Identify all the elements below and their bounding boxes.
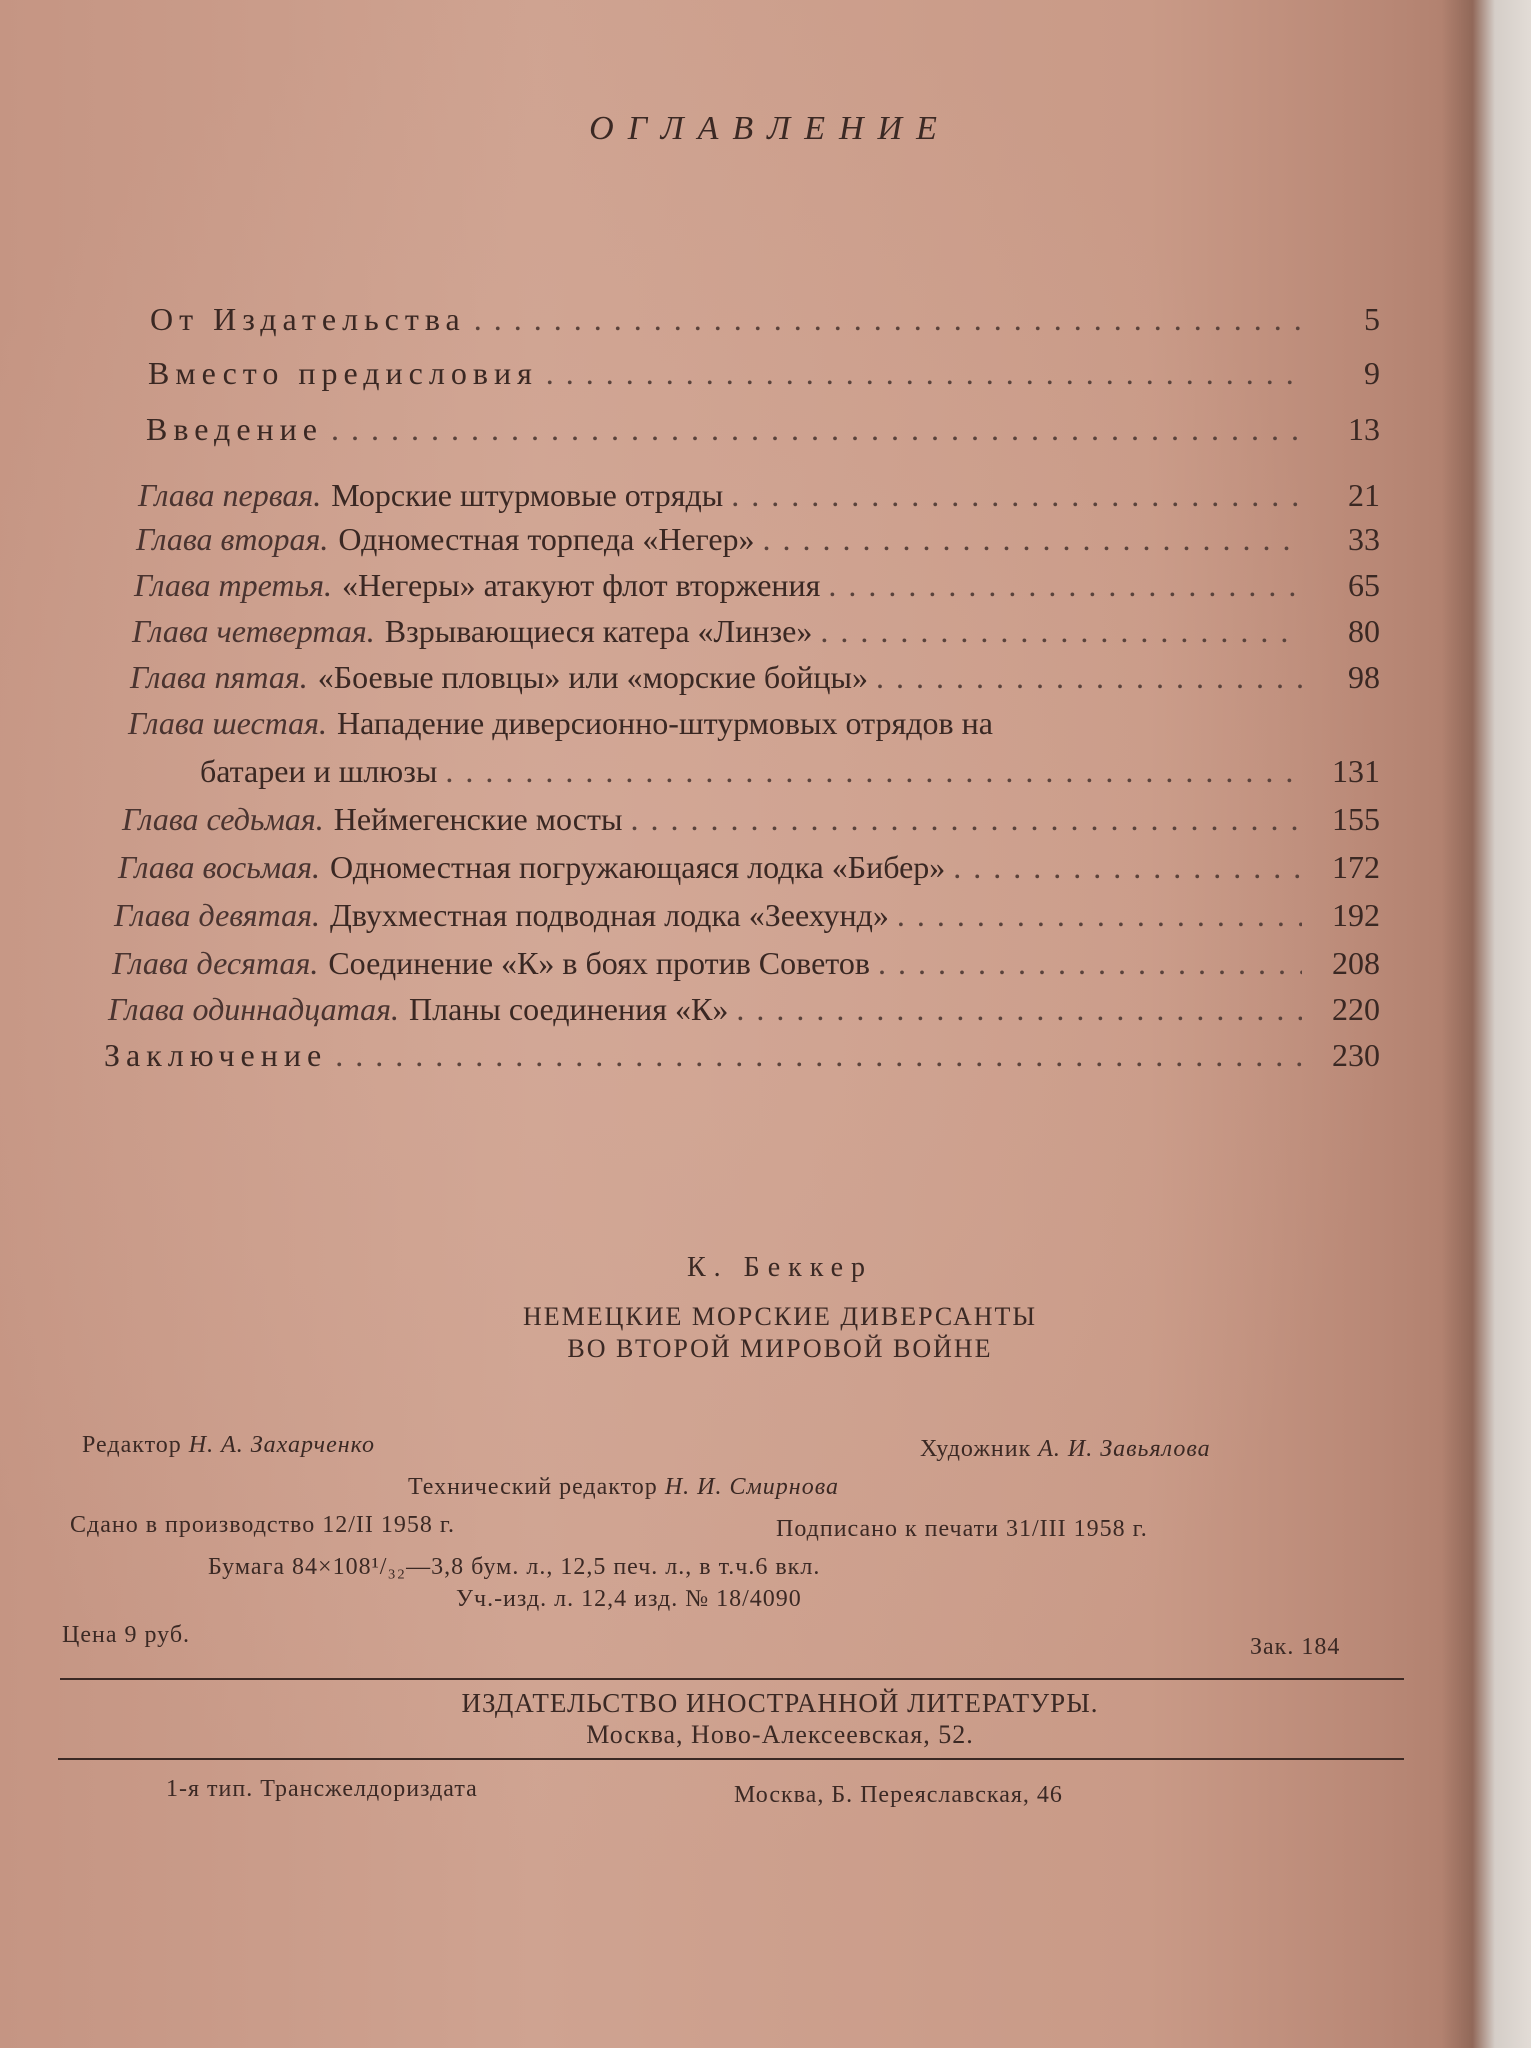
toc-entry <box>114 892 1380 938</box>
toc-entry <box>138 472 1380 518</box>
toc-entry <box>132 608 1380 654</box>
toc-entry-label <box>108 986 728 1032</box>
chapter-number: Глава одиннадцатая. <box>108 991 399 1027</box>
printer-address: Москва, Б. Переяславская, 46 <box>734 1782 1063 1808</box>
toc-entry <box>148 350 1380 396</box>
editor-credit <box>82 1432 375 1459</box>
chapter-title: Одноместная погружающаяся лодка «Бибер» <box>330 849 946 885</box>
toc-entry <box>134 562 1380 608</box>
toc-entry-page: 21 <box>1348 477 1380 513</box>
chapter-title: Нападение диверсионно-штурмовых отрядов на <box>337 705 993 741</box>
toc-entry-label <box>134 562 820 608</box>
signed-date: Подписано к печати 31/III 1958 г. <box>776 1516 1148 1542</box>
toc-entry-page: 98 <box>1348 659 1380 695</box>
toc-entry <box>108 986 1380 1032</box>
toc-entry-page: 172 <box>1332 849 1380 885</box>
toc-leader-dots <box>335 1032 1302 1078</box>
order-number: Зак. 184 <box>1250 1634 1341 1660</box>
chapter-number: Глава пятая. <box>130 659 308 695</box>
toc-entry-page: 65 <box>1348 567 1380 603</box>
publisher-name: ИЗДАТЕЛЬСТВО ИНОСТРАННОЙ ЛИТЕРАТУРЫ. <box>461 1688 1099 1718</box>
artist-name: А. И. Завьялова <box>1038 1436 1211 1462</box>
toc-entry <box>200 748 1380 794</box>
toc-entry-page: 13 <box>1348 411 1380 447</box>
toc-entry <box>112 940 1380 986</box>
toc-entry-label <box>112 940 870 986</box>
divider-line <box>60 1678 1404 1680</box>
editor-label: Редактор <box>82 1432 182 1458</box>
toc-leader-dots <box>331 406 1302 452</box>
artist-credit <box>920 1436 1211 1463</box>
toc-entry-page: 220 <box>1332 991 1380 1027</box>
toc-entry-label: Вместо предисловия <box>148 355 538 391</box>
tech-editor-name: Н. И. Смирнова <box>664 1474 839 1500</box>
toc-entry-page: 155 <box>1332 801 1380 837</box>
toc-entry <box>150 296 1380 342</box>
toc-leader-dots <box>820 608 1302 654</box>
toc-entry-page: 131 <box>1332 753 1380 789</box>
chapter-number: Глава третья. <box>134 567 332 603</box>
toc-entry-label <box>114 892 889 938</box>
chapter-title: Неймегенские мосты <box>333 801 623 837</box>
edition-info: Уч.-изд. л. 12,4 изд. № 18/4090 <box>456 1586 802 1612</box>
book-title-line2: ВО ВТОРОЙ МИРОВОЙ ВОЙНЕ <box>567 1334 993 1363</box>
toc-leader-dots <box>474 296 1302 342</box>
chapter-title-continued: батареи и шлюзы <box>200 753 438 789</box>
chapter-title: Планы соединения «К» <box>408 991 729 1027</box>
toc-entry-page: 80 <box>1348 613 1380 649</box>
chapter-title: «Боевые пловцы» или «морские бойцы» <box>317 659 868 695</box>
toc-leader-dots <box>546 350 1302 396</box>
publisher-address: Москва, Ново-Алексеевская, 52. <box>586 1720 974 1749</box>
artist-label: Художник <box>920 1436 1032 1462</box>
toc-entry-label: От Издательства <box>150 301 466 337</box>
editor-name: Н. А. Захарченко <box>188 1432 375 1458</box>
toc-leader-dots <box>828 562 1302 608</box>
toc-entry <box>146 406 1380 452</box>
toc-leader-dots <box>630 796 1302 842</box>
toc-entry-page: 208 <box>1332 945 1380 981</box>
toc-entry-label: Заключение <box>104 1037 328 1073</box>
chapter-number: Глава десятая. <box>112 945 319 981</box>
toc-entry-page: 230 <box>1332 1037 1380 1073</box>
divider-line <box>58 1758 1404 1760</box>
chapter-title: Соединение «К» в боях против Советов <box>328 945 870 981</box>
toc-entry-label <box>136 516 755 562</box>
toc-entry-label <box>128 700 993 746</box>
toc-entry-label: Введение <box>146 411 323 447</box>
tech-editor-label: Технический редактор <box>408 1474 658 1500</box>
book-author: К. Беккер <box>686 1252 874 1283</box>
toc-entry-label <box>122 796 622 842</box>
chapter-number: Глава четвертая. <box>132 613 375 649</box>
toc-entry-label <box>138 472 723 518</box>
toc-entry <box>118 844 1380 890</box>
chapter-number: Глава вторая. <box>136 521 329 557</box>
toc-entry <box>104 1032 1380 1078</box>
chapter-number: Глава седьмая. <box>122 801 324 837</box>
printer-name: 1-я тип. Трансжелдориздата <box>166 1776 478 1802</box>
book-title-line1: НЕМЕЦКИЕ МОРСКИЕ ДИВЕРСАНТЫ <box>522 1302 1038 1331</box>
chapter-number: Глава восьмая. <box>118 849 321 885</box>
toc-leader-dots <box>731 472 1302 518</box>
chapter-title: Взрывающиеся катера «Линзе» <box>384 613 813 649</box>
tech-editor-credit <box>408 1474 839 1501</box>
toc-entry <box>130 654 1380 700</box>
toc-entry <box>136 516 1380 562</box>
chapter-number: Глава первая. <box>138 477 322 513</box>
chapter-title: Двухместная подводная лодка «Зеехунд» <box>330 897 889 933</box>
toc-entry-label <box>132 608 812 654</box>
toc-entry <box>122 796 1380 842</box>
toc-title: ОГЛАВЛЕНИЕ <box>589 110 951 147</box>
toc-entry-page: 192 <box>1332 897 1380 933</box>
toc-entry-page: 33 <box>1348 521 1380 557</box>
chapter-number: Глава девятая. <box>114 897 321 933</box>
chapter-number: Глава шестая. <box>128 705 328 741</box>
toc-entry-page: 5 <box>1364 301 1380 337</box>
toc-leader-dots <box>876 654 1302 700</box>
toc-leader-dots <box>953 844 1302 890</box>
toc-entry-label <box>118 844 945 890</box>
paper-spec: Бумага 84×108¹/₃₂—3,8 бум. л., 12,5 печ. л., в т.ч.6 вкл. <box>208 1554 821 1580</box>
price: Цена 9 руб. <box>62 1622 191 1648</box>
toc-leader-dots <box>763 516 1302 562</box>
toc-leader-dots <box>897 892 1302 938</box>
toc-entry-page: 9 <box>1364 355 1380 391</box>
chapter-title: Одноместная торпеда «Негер» <box>338 521 755 557</box>
chapter-title: Морские штурмовые отряды <box>331 477 724 513</box>
toc-leader-dots <box>445 748 1302 794</box>
toc-leader-dots <box>736 986 1302 1032</box>
chapter-title: «Негеры» атакуют флот вторжения <box>341 567 821 603</box>
toc-leader-dots <box>878 940 1302 986</box>
toc-entry-label <box>130 654 868 700</box>
submitted-date: Сдано в производство 12/II 1958 г. <box>70 1512 455 1538</box>
